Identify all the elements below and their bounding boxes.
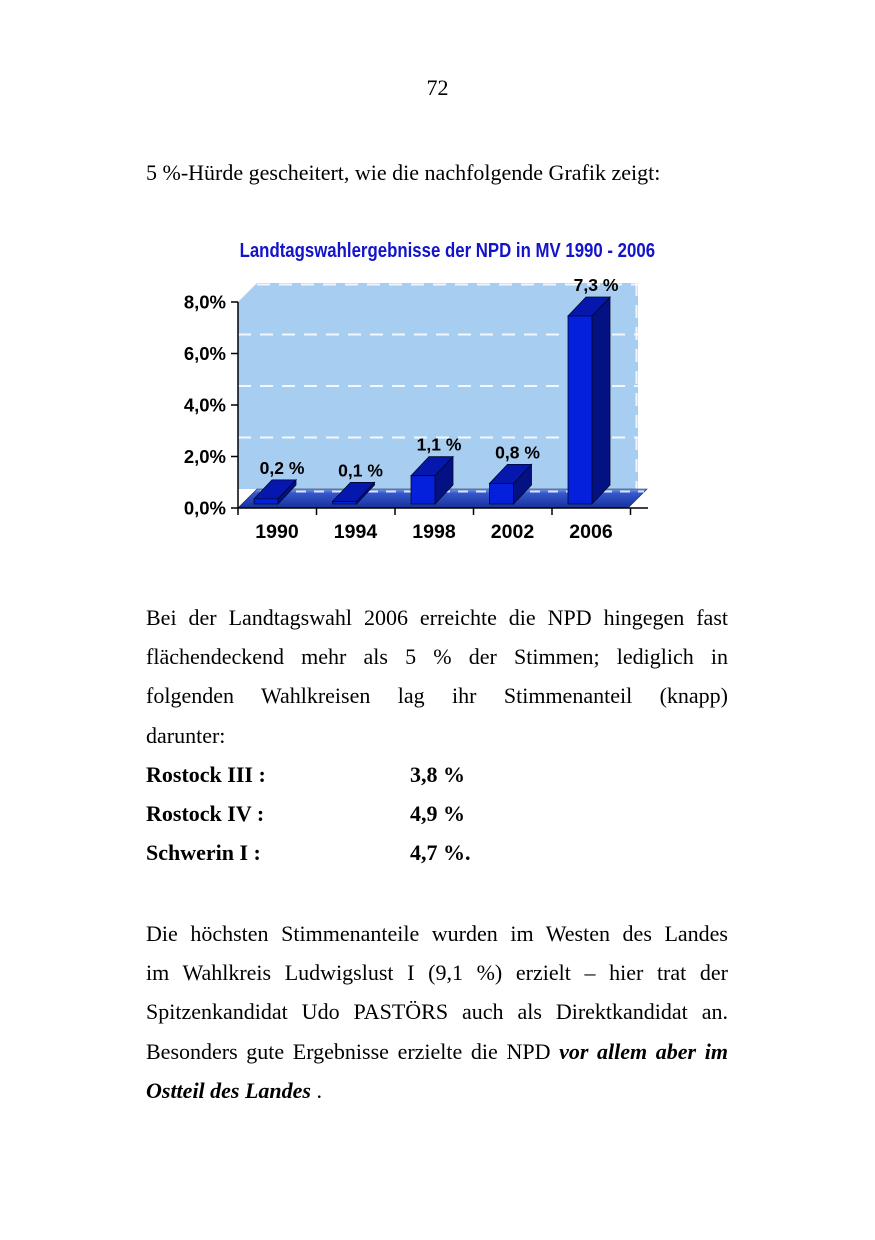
district-results-list [146,755,728,873]
text-run: Besonders gute Ergebnisse erzielte die NPD [146,1038,560,1064]
text-line: Spitzenkandidat Udo PASTÖRS auch als Direktkandidat an. [146,999,728,1025]
district-name: Rostock III : [146,762,266,787]
text-line: darunter: [146,722,226,748]
y-tick-label: 4,0% [183,394,226,416]
x-category-label: 2006 [569,521,613,543]
bar-front-face [568,316,592,504]
bar-front-face [254,499,278,504]
bar-value-label: 7,3 % [573,275,619,296]
y-tick-label: 6,0% [183,343,226,364]
bar-value-label: 0,2 % [259,457,305,478]
text-line: Bei der Landtagswahl 2006 erreichte die NPD hingegen fast [146,605,728,630]
text-line: im Wahlkreis Ludwigslust I (9,1 %) erzielt – hier trat der [146,960,728,986]
x-category-label: 1998 [412,521,456,543]
y-tick-label: 2,0% [183,446,226,467]
x-category-label: 1990 [255,521,299,543]
text-run-bold-italic: Ostteil des Landes [146,1077,311,1103]
list-item [146,755,728,794]
bar-value-label: 0,8 % [495,442,540,463]
bar-2006 [568,297,610,504]
text-run-bold-italic: vor allem aber im [559,1038,728,1064]
text-run: . [311,1077,322,1103]
district-name: Rostock IV : [146,801,265,827]
bar-value-label: 0,1 % [338,460,383,481]
list-item [146,794,728,833]
bar-value-label: 1,1 % [416,434,462,455]
intro-sentence: 5 %-Hürde gescheitert, wie die nachfolgende Grafik zeigt: [146,160,661,185]
paragraph-highest-shares [146,914,728,1110]
y-tick-label: 0,0% [183,497,226,519]
text-line: flächendeckend mehr als 5 % der Stimmen; lediglich in [146,644,728,670]
bar-front-face [411,476,435,504]
y-tick-label: 8,0% [183,291,226,313]
text-line [146,1071,728,1110]
x-category-label: 2002 [490,521,535,543]
page-number: 72 [426,75,449,100]
text-line: Die höchsten Stimmenanteile wurden im Westen des Landes [146,921,728,946]
x-category-label: 1994 [333,521,378,543]
chart-title-text: Landtagswahlergebnisse der NPD in MV 1990 - 2006 [239,240,655,262]
district-name: Schwerin I : [146,840,261,866]
text-line [146,1032,728,1071]
district-value: 4,9 % [410,801,465,827]
text-line: folgenden Wahlkreisen lag ihr Stimmenanteil (knapp) [146,683,728,709]
npd-results-bar-chart [110,240,770,560]
paragraph-election-2006 [146,598,728,755]
chart-figure [110,240,770,560]
list-item [146,833,728,872]
district-value: 4,7 %. [410,840,471,866]
bar-side-face [592,297,610,504]
district-value: 3,8 % [410,762,465,787]
bar-front-face [333,501,357,504]
bar-front-face [490,483,514,504]
